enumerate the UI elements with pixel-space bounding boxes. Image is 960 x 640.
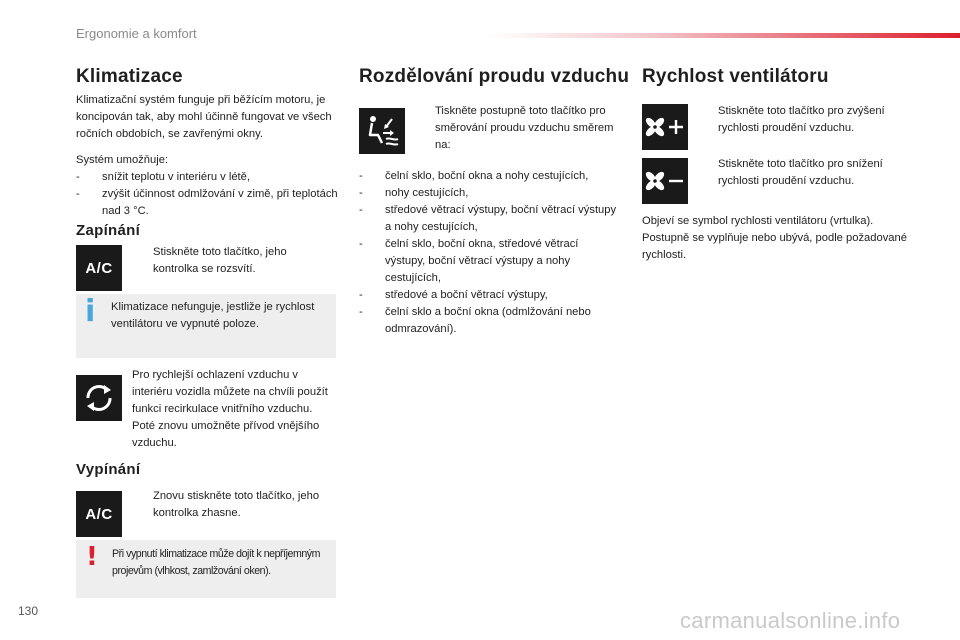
list-item: - snížit teplotu v interiéru v létě, — [76, 169, 338, 186]
bullet-pointer-icon — [700, 156, 718, 190]
ac-label: A/C — [85, 259, 113, 277]
list-item: - čelní sklo a boční okna (odmlžování nebo odmrazování). — [359, 304, 619, 338]
enables-list — [76, 169, 338, 220]
zapinani-title: Zapínání — [76, 222, 141, 239]
zapinani-instruction — [135, 244, 335, 278]
list-item: - čelní sklo, boční okna, středové větrací výstupy, boční větrací výstupy a nohy cestujících, — [359, 236, 619, 287]
air-distribution-button-icon — [359, 108, 405, 154]
fan-minus-icon — [643, 166, 687, 196]
recirculation-button-icon — [76, 375, 122, 421]
warning-note-text: Při vypnutí klimatizace může dojít k nepříjemným projevům (vlhkost, zamlžování oken). — [112, 548, 321, 577]
info-note-text: Klimatizace nefunguje, jestliže je rychlost ventilátoru ve vypnuté poloze. — [111, 301, 315, 330]
fan-plus-icon — [643, 112, 687, 142]
enables-label: Systém umožňuje: — [76, 154, 169, 166]
info-icon: i — [85, 294, 96, 329]
ac-off-button-icon — [76, 491, 122, 537]
fan-increase-instruction — [700, 103, 910, 137]
list-item: - zvýšit účinnost odmlžování v zimě, při teplotách nad 3 °C. — [76, 186, 338, 220]
fan-decrease-button-icon — [642, 158, 688, 204]
bullet-pointer-icon — [417, 103, 435, 154]
distribution-options-list — [359, 168, 619, 338]
fan-decrease-instruction — [700, 156, 910, 190]
recirculation-text: Pro rychlejší ochlazení vzduchu v interiéru vozidla můžete na chvíli použít funkci recirkulace vnitřního vzduchu. Poté znovu umožněte přívod vnějšího vzduchu. — [132, 369, 328, 449]
rozdelovani-instruction-text: Tiskněte postupně toto tlačítko pro směrování proudu vzduchu směrem na: — [435, 105, 614, 151]
bullet-pointer-icon — [700, 103, 718, 137]
bullet-pointer-icon — [135, 244, 153, 278]
vypinani-instruction-text: Znovu stiskněte toto tlačítko, jeho kontrolka zhasne. — [153, 490, 320, 519]
recirculation-icon — [80, 379, 118, 417]
ac-label: A/C — [85, 505, 113, 523]
list-item: - čelní sklo, boční okna a nohy cestujících, — [359, 168, 619, 185]
page-number: 130 — [18, 604, 39, 618]
watermark: carmanualsonline.info — [680, 608, 901, 633]
info-note-box — [76, 294, 336, 358]
list-item: - nohy cestujících, — [359, 185, 619, 202]
warning-note-box — [76, 540, 336, 598]
section-header: Ergonomie a komfort — [76, 26, 197, 41]
klimatizace-intro: Klimatizační systém funguje při běžícím motoru, je koncipován tak, aby mohl účinně fungovat ve všech ročních obdobích, se zavřenými okny. — [76, 94, 332, 140]
zapinani-instruction-text: Stiskněte toto tlačítko, jeho kontrolka se rozsvítí. — [153, 246, 287, 275]
fan-decrease-text: Stiskněte toto tlačítko pro snížení rychlosti proudění vzduchu. — [718, 158, 883, 187]
fan-speed-note: Objeví se symbol rychlosti ventilátoru (vrtulka). Postupně se vyplňuje nebo ubývá, podle požadované rychlosti. — [642, 215, 907, 261]
rozdelovani-instruction — [417, 103, 617, 154]
header-accent-bar — [490, 33, 960, 38]
vypinani-instruction — [135, 488, 335, 522]
warning-icon: ! — [86, 542, 98, 572]
list-item: - středové a boční větrací výstupy, — [359, 287, 619, 304]
fan-increase-text: Stiskněte toto tlačítko pro zvýšení rychlosti proudění vzduchu. — [718, 105, 885, 134]
fan-increase-button-icon — [642, 104, 688, 150]
air-distribution-icon — [362, 111, 402, 151]
ac-on-button-icon — [76, 245, 122, 291]
rychlost-title: Rychlost ventilátoru — [642, 66, 829, 87]
list-item: - středové větrací výstupy, boční větrací výstupy a nohy cestujících, — [359, 202, 619, 236]
vypinani-title: Vypínání — [76, 461, 141, 478]
rozdelovani-title: Rozdělování proudu vzduchu — [359, 66, 630, 87]
bullet-pointer-icon — [135, 488, 153, 522]
klimatizace-title: Klimatizace — [76, 66, 183, 87]
